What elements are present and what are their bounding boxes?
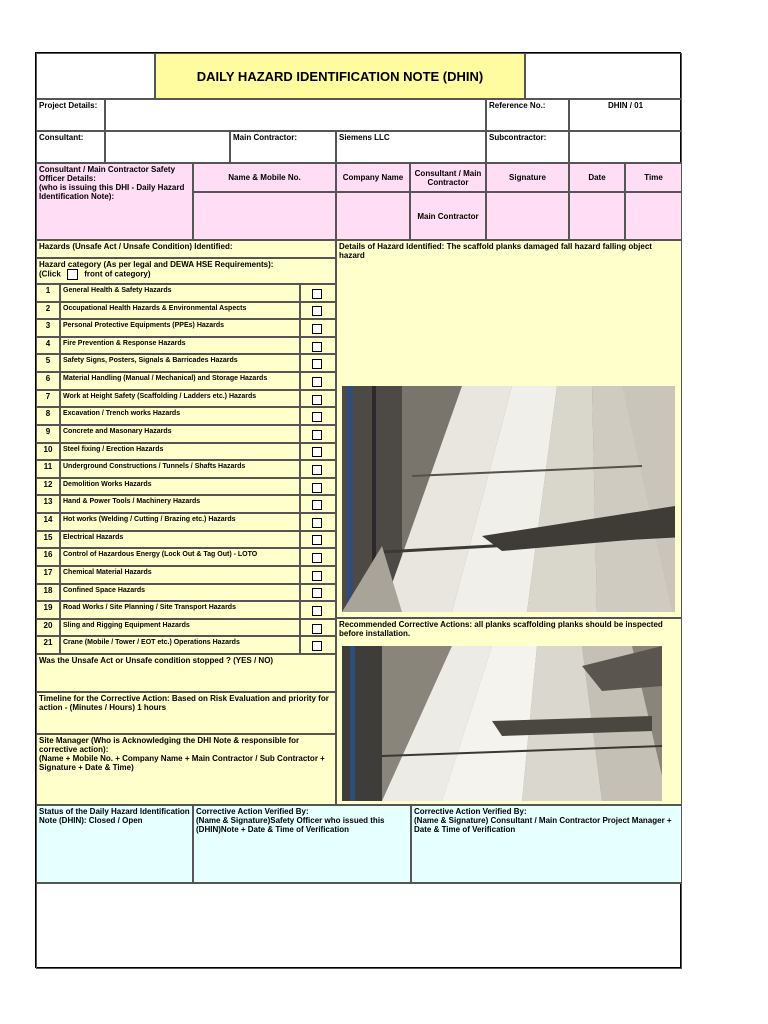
verified2-title: Corrective Action Verified By: (414, 807, 527, 816)
bottom-blank-area (36, 883, 682, 969)
scaffold-planks-image (342, 386, 675, 612)
hazard-category-checkbox-cell (300, 372, 336, 390)
hazard-category-number: 9 (36, 425, 60, 443)
hazard-category-label: Occupational Health Hazards & Environmental Aspects (60, 302, 300, 320)
hazard-category-checkbox-cell (300, 584, 336, 602)
hazard-category-checkbox[interactable] (312, 412, 322, 422)
click-prefix: (Click (39, 269, 61, 279)
hazard-category-label: Safety Signs, Posters, Signals & Barricades Hazards (60, 354, 300, 372)
click-suffix: front of category) (84, 269, 151, 279)
hazard-category-checkbox[interactable] (312, 535, 322, 545)
hazard-photo-1 (342, 386, 675, 612)
hazard-category-number: 16 (36, 548, 60, 566)
hazard-category-checkbox[interactable] (312, 395, 322, 405)
hazard-category-label: Steel fixing / Erection Hazards (60, 443, 300, 461)
hazard-category-checkbox[interactable] (312, 518, 322, 528)
hazard-category-number: 2 (36, 302, 60, 320)
officer-label-line1: Consultant / Main Contractor Safety Officer Details: (39, 165, 176, 183)
hazard-category-checkbox[interactable] (312, 377, 322, 387)
hazard-category-checkbox[interactable] (312, 641, 322, 651)
col-time: Time (625, 163, 682, 192)
officer-date-field[interactable] (569, 192, 625, 240)
click-example-checkbox (67, 269, 78, 280)
subcontractor-field[interactable] (569, 131, 682, 163)
hazard-category-list (36, 284, 336, 654)
hazard-category-label: Material Handling (Manual / Mechanical) and Storage Hazards (60, 372, 300, 390)
subcontractor-label: Subcontractor: (486, 131, 569, 163)
hazard-category-label: General Health & Safety Hazards (60, 284, 300, 302)
consultant-field[interactable] (105, 131, 230, 163)
hazard-category-checkbox[interactable] (312, 571, 322, 581)
project-details-label: Project Details: (36, 99, 105, 131)
hazard-category-label: Excavation / Trench works Hazards (60, 407, 300, 425)
officer-time-field[interactable] (625, 192, 682, 240)
hazard-category-label: Chemical Material Hazards (60, 566, 300, 584)
hazard-category-label: Hot works (Welding / Cutting / Brazing etc.) Hazards (60, 513, 300, 531)
hazard-category-number: 12 (36, 478, 60, 496)
hazard-category-checkbox-cell (300, 495, 336, 513)
officer-name-field[interactable] (193, 192, 336, 240)
site-manager-label: Site Manager (Who is Acknowledging the DHI Note & responsible for corrective action): (39, 736, 300, 754)
hazard-category-label: Control of Hazardous Energy (Lock Out & Tag Out) - LOTO (60, 548, 300, 566)
recommended-actions: Recommended Corrective Actions: all planks scaffolding planks should be inspected before installation. (336, 618, 682, 805)
hazard-category-label: Road Works / Site Planning / Site Transport Hazards (60, 601, 300, 619)
col-date: Date (569, 163, 625, 192)
hazard-category-number: 14 (36, 513, 60, 531)
hazard-category-label (36, 258, 336, 284)
verified2-detail: (Name & Signature) Consultant / Main Contractor Project Manager + Date & Time of Verification (414, 816, 672, 834)
hazard-category-label: Sling and Rigging Equipment Hazards (60, 619, 300, 637)
hazard-category-number: 15 (36, 531, 60, 549)
hazard-category-checkbox-cell (300, 284, 336, 302)
hazard-category-checkbox-cell (300, 478, 336, 496)
reference-value[interactable]: DHIN / 01 (569, 99, 682, 131)
hazard-category-number: 20 (36, 619, 60, 637)
hazard-category-label: Crane (Mobile / Tower / EOT etc.) Operations Hazards (60, 636, 300, 654)
hazard-category-label: Electrical Hazards (60, 531, 300, 549)
verified-by-safety-officer[interactable] (193, 805, 411, 883)
corrective-timeline[interactable]: Timeline for the Corrective Action: Based on Risk Evaluation and priority for action - (Minutes / Hours) 1 hours (36, 692, 336, 734)
hazard-category-checkbox-cell (300, 531, 336, 549)
officer-company-field[interactable] (336, 192, 410, 240)
hazard-category-checkbox-cell (300, 619, 336, 637)
hazard-category-number: 18 (36, 584, 60, 602)
hazard-category-checkbox-cell (300, 302, 336, 320)
hazard-category-number: 3 (36, 319, 60, 337)
verified1-title: Corrective Action Verified By: (196, 807, 309, 816)
hazard-category-label: Concrete and Masonary Hazards (60, 425, 300, 443)
hazard-category-number: 6 (36, 372, 60, 390)
officer-role-value[interactable]: Main Contractor (410, 192, 486, 240)
hazard-photo-2 (342, 646, 662, 801)
hazard-category-checkbox[interactable] (312, 306, 322, 316)
hazard-category-checkbox-cell (300, 337, 336, 355)
hazard-category-checkbox[interactable] (312, 606, 322, 616)
verified1-detail: (Name & Signature)Safety Officer who issued this (DHIN)Note + Date & Time of Verification (196, 816, 385, 834)
hazard-category-checkbox[interactable] (312, 465, 322, 475)
col-signature: Signature (486, 163, 569, 192)
hazard-category-checkbox-cell (300, 566, 336, 584)
hazard-category-checkbox[interactable] (312, 447, 322, 457)
dhin-form (35, 52, 681, 968)
verified-by-project-manager[interactable] (411, 805, 682, 883)
hazard-category-checkbox-cell (300, 460, 336, 478)
site-manager-detail: (Name + Mobile No. + Company Name + Main Contractor / Sub Contractor + Signature + Date & Time) (39, 754, 325, 772)
hazard-category-checkbox[interactable] (312, 324, 322, 334)
hazard-category-checkbox[interactable] (312, 553, 322, 563)
title-left-blank (36, 53, 155, 99)
hazard-category-checkbox[interactable] (312, 342, 322, 352)
hazards-section-label: Hazards (Unsafe Act / Unsafe Condition) Identified: (36, 240, 336, 258)
hazard-category-checkbox[interactable] (312, 430, 322, 440)
hazard-category-label: Underground Constructions / Tunnels / Shafts Hazards (60, 460, 300, 478)
main-contractor-label: Main Contractor: (230, 131, 336, 163)
hazard-category-checkbox-cell (300, 354, 336, 372)
title-right-blank (525, 53, 682, 99)
hazard-category-number: 11 (36, 460, 60, 478)
hazard-category-number: 7 (36, 390, 60, 408)
hazard-category-number: 21 (36, 636, 60, 654)
col-company-name: Company Name (336, 163, 410, 192)
hazard-category-checkbox[interactable] (312, 359, 322, 369)
col-role: Consultant / Main Contractor (410, 163, 486, 192)
hazard-category-checkbox-cell (300, 636, 336, 654)
hazard-category-checkbox-cell (300, 548, 336, 566)
officer-signature-field[interactable] (486, 192, 569, 240)
hazard-category-number: 5 (36, 354, 60, 372)
hazard-category-number: 10 (36, 443, 60, 461)
hazard-category-label: Work at Height Safety (Scaffolding / Ladders etc.) Hazards (60, 390, 300, 408)
officer-label-line2: (who is issuing this DHI - Daily Hazard Identification Note): (39, 183, 185, 201)
hazard-category-label: Hand & Power Tools / Machinery Hazards (60, 495, 300, 513)
hazard-category-checkbox[interactable] (312, 624, 322, 634)
category-label-text: Hazard category (As per legal and DEWA HSE Requirements): (39, 260, 274, 269)
hazard-category-number: 17 (36, 566, 60, 584)
hazard-category-label: Fire Prevention & Response Hazards (60, 337, 300, 355)
hazard-category-number: 4 (36, 337, 60, 355)
hazard-category-checkbox-cell (300, 407, 336, 425)
form-title: DAILY HAZARD IDENTIFICATION NOTE (DHIN) (155, 53, 525, 99)
hazard-category-checkbox-cell (300, 390, 336, 408)
main-contractor-value[interactable]: Siemens LLC (336, 131, 486, 163)
hazard-details: Details of Hazard Identified: The scaffold planks damaged fall hazard falling object hazard (336, 240, 682, 618)
col-name-mobile: Name & Mobile No. (193, 163, 336, 192)
unsafe-stopped-question[interactable]: Was the Unsafe Act or Unsafe condition stopped ? (YES / NO) (36, 654, 336, 692)
hazard-category-checkbox-cell (300, 319, 336, 337)
hazard-category-checkbox-cell (300, 601, 336, 619)
hazard-category-number: 8 (36, 407, 60, 425)
hazard-category-checkbox-cell (300, 513, 336, 531)
hazard-category-checkbox[interactable] (312, 588, 322, 598)
reference-label: Reference No.: (486, 99, 569, 131)
officer-details-label (36, 163, 193, 240)
damaged-plank-image (342, 646, 662, 801)
hazard-category-checkbox-cell (300, 425, 336, 443)
hazard-category-label: Confined Space Hazards (60, 584, 300, 602)
dhin-status[interactable]: Status of the Daily Hazard Identification Note (DHIN): Closed / Open (36, 805, 193, 883)
hazard-category-number: 13 (36, 495, 60, 513)
project-details-field[interactable] (105, 99, 486, 131)
hazard-category-number: 1 (36, 284, 60, 302)
site-manager-section[interactable] (36, 734, 336, 805)
consultant-label: Consultant: (36, 131, 105, 163)
hazard-category-checkbox-cell (300, 443, 336, 461)
hazard-category-label: Demolition Works Hazards (60, 478, 300, 496)
hazard-category-checkbox[interactable] (312, 483, 322, 493)
hazard-category-label: Personal Protective Equipments (PPEs) Hazards (60, 319, 300, 337)
hazard-category-number: 19 (36, 601, 60, 619)
hazard-category-checkbox[interactable] (312, 289, 322, 299)
hazard-category-checkbox[interactable] (312, 500, 322, 510)
